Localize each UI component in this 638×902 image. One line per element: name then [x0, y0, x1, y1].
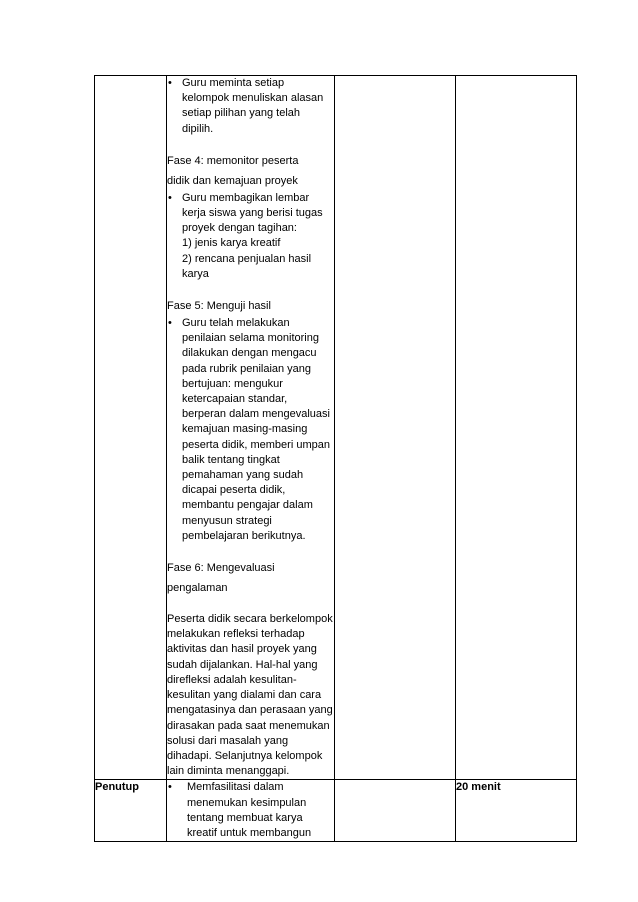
time-cell [456, 76, 577, 780]
bullet-icon: • [168, 191, 172, 204]
bullet-icon: • [168, 781, 172, 794]
bullet-icon: • [168, 77, 172, 89]
list-item [167, 316, 334, 544]
phase-heading: Fase 6: Mengevaluasi pengalaman [167, 562, 275, 595]
stage-label: Penutup [95, 780, 167, 842]
phase-heading: Fase 5: Menguji hasil [167, 300, 271, 313]
list-item [167, 780, 334, 841]
reflection-paragraph: Peserta didik secara berkelompok melakukan refleksi terhadap aktivitas dan hasil proyek yang sudah dijalankan. Hal-hal yang direfleksi adalah kesulitan-kesulitan yang dialami dan cara mengatasinya dan perasaan yang dirasakan pada saat menemukan solusi dari masalah yang dihadapi. Selanjutnya kelompok lain diminta menanggapi. [167, 613, 333, 778]
activity-cell [167, 780, 335, 842]
activity-text: Guru telah melakukan penilaian selama monitoring dilakukan dengan mengacu pada rubrik penilaian yang bertujuan: mengukur ketercapaian standar, berperan dalam mengevaluasi kemajuan masing-masing peserta didik, memberi umpan balik tentang tingkat pemahaman yang sudah dicapai peserta didik, membantu pengajar dalam menyusun strategi pembelajaran berikutnya. [182, 317, 330, 542]
table-row [95, 76, 577, 780]
method-cell [335, 76, 456, 780]
phase-heading: Fase 4: memonitor peserta didik dan kemajuan proyek [167, 154, 299, 187]
list-item [167, 76, 334, 137]
list-item: • Guru membagikan lembar kerja siswa yang berisi tugas proyek dengan tagihan: 1) jenis karya kreatif 2) rencana penjualan hasil karya [168, 191, 323, 280]
activity-cell [167, 76, 335, 780]
bullet-icon: • [168, 317, 172, 330]
activity-text: Guru meminta setiap kelompok menuliskan alasan setiap pilihan yang telah dipilih. [182, 77, 324, 135]
activity-text: Memfasilitasi dalam menemukan kesimpulan tentang membuat karya kreatif untuk membangun [187, 781, 312, 839]
lesson-plan-table [94, 75, 577, 842]
table-row [95, 780, 577, 842]
time-value: 20 menit [456, 780, 577, 842]
method-cell [335, 780, 456, 842]
stage-cell [95, 76, 167, 780]
